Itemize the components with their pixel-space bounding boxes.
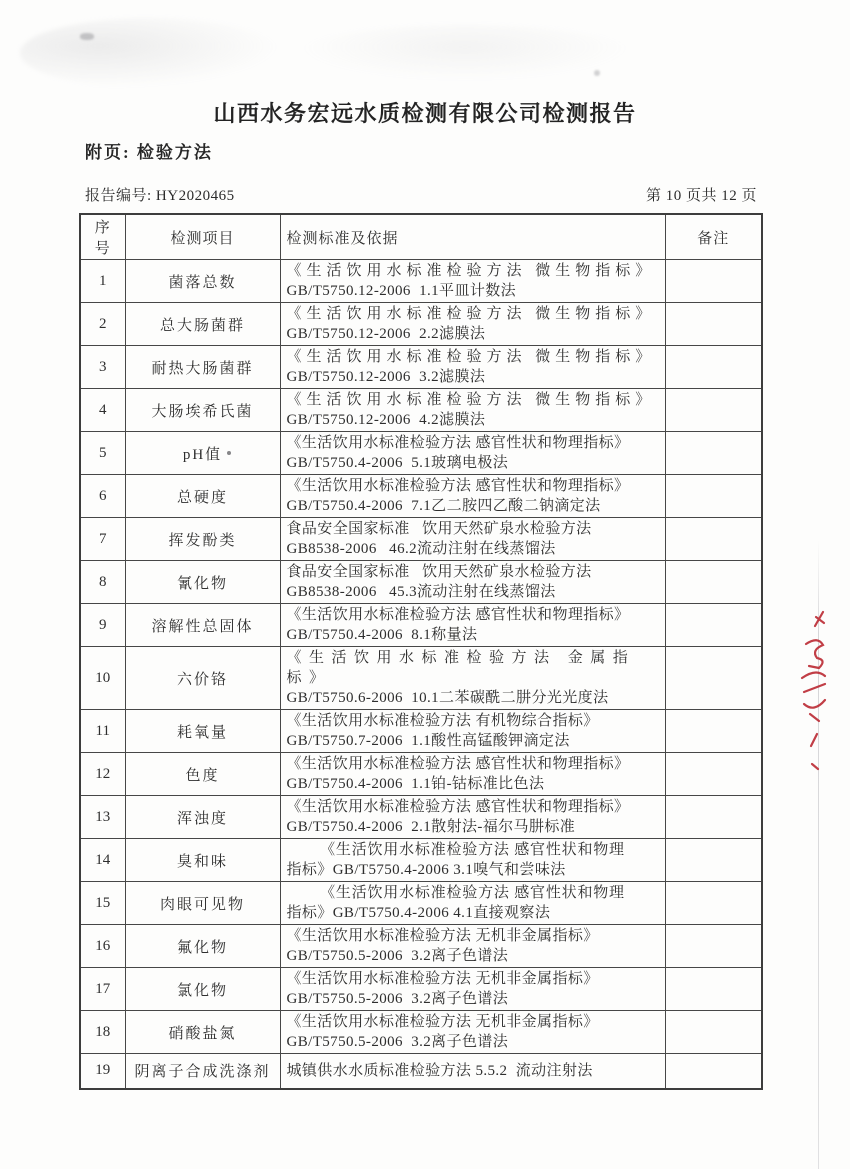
table-row — [80, 432, 762, 475]
cell-method-standard — [280, 753, 665, 796]
cell-remark — [665, 839, 762, 882]
table-header-row — [80, 214, 762, 260]
method-line-2: 指标》GB/T5750.4-2006 4.1直接观察法 — [286, 905, 551, 921]
cell-method-standard — [280, 968, 665, 1011]
column-header-3: 备注 — [665, 214, 762, 260]
cell-test-item: 浑浊度 — [125, 796, 280, 839]
scan-noise — [594, 70, 600, 76]
cell-row-number: 13 — [80, 796, 125, 839]
cell-method-standard — [280, 432, 665, 475]
cell-row-number: 2 — [80, 303, 125, 346]
table-row — [80, 561, 762, 604]
cell-remark — [665, 647, 762, 710]
cell-remark — [665, 753, 762, 796]
method-line-2: GB/T5750.5-2006 3.2离子色谱法 — [286, 991, 509, 1007]
method-line-2: GB/T5750.12-2006 2.2滤膜法 — [286, 326, 486, 342]
cell-method-standard — [280, 839, 665, 882]
method-line-1: 《生活饮用水标准检验方法 无机非金属指标》 — [286, 928, 599, 944]
method-line-2: GB/T5750.4-2006 1.1铂-钴标准比色法 — [286, 776, 545, 792]
cell-method-standard — [280, 561, 665, 604]
cell-test-item: 大肠埃希氏菌 — [125, 389, 280, 432]
cell-row-number: 12 — [80, 753, 125, 796]
method-line-1: 《生活饮用水标准检验方法 感官性状和物理指标》 — [286, 435, 630, 451]
cell-test-item: 硝酸盐氮 — [125, 1011, 280, 1054]
cell-remark — [665, 604, 762, 647]
cell-method-standard — [280, 346, 665, 389]
cell-test-item: 溶解性总固体 — [125, 604, 280, 647]
cell-row-number: 17 — [80, 968, 125, 1011]
report-number: 报告编号: HY2020465 — [85, 188, 235, 204]
cell-test-item: pH值 — [125, 432, 280, 475]
method-line-2: GB8538-2006 45.3流动注射在线蒸馏法 — [286, 584, 556, 600]
method-line-1: 《生活饮用水标准检验方法 无机非金属指标》 — [286, 971, 599, 987]
column-header-1: 检测项目 — [125, 214, 280, 260]
method-line-2: GB/T5750.4-2006 2.1散射法-福尔马肼标准 — [286, 819, 576, 835]
cell-remark — [665, 475, 762, 518]
method-line-1: 食品安全国家标准 饮用天然矿泉水检验方法 — [286, 521, 592, 537]
method-line-1: 《生活饮用水标准检验方法 有机物综合指标》 — [286, 713, 599, 729]
table-body — [80, 260, 762, 1089]
method-line-2: GB/T5750.4-2006 7.1乙二胺四乙酸二钠滴定法 — [286, 498, 601, 514]
table-row — [80, 1054, 762, 1089]
methods-table — [79, 213, 763, 1090]
cell-method-standard — [280, 389, 665, 432]
table-row — [80, 647, 762, 710]
cell-test-item: 菌落总数 — [125, 260, 280, 303]
cell-test-item: 氟化物 — [125, 925, 280, 968]
cell-method-standard — [280, 1054, 665, 1089]
cell-remark — [665, 968, 762, 1011]
cell-row-number: 7 — [80, 518, 125, 561]
cell-test-item: 氰化物 — [125, 561, 280, 604]
method-line-2: 指标》GB/T5750.4-2006 3.1嗅气和尝味法 — [286, 862, 566, 878]
table-row — [80, 518, 762, 561]
page-subtitle: 附页: 检验方法 — [85, 143, 213, 162]
scan-speck — [227, 451, 231, 455]
method-line-1: 《生活饮用水标准检验方法 感官性状和物理指标》 — [286, 756, 630, 772]
table-row — [80, 710, 762, 753]
cell-row-number: 3 — [80, 346, 125, 389]
cell-remark — [665, 260, 762, 303]
cell-test-item: 色度 — [125, 753, 280, 796]
cell-row-number: 18 — [80, 1011, 125, 1054]
method-line-1: 城镇供水水质标准检验方法 5.5.2 流动注射法 — [286, 1062, 593, 1079]
method-line-1: 食品安全国家标准 饮用天然矿泉水检验方法 — [286, 564, 592, 580]
method-line-2: GB/T5750.5-2006 3.2离子色谱法 — [286, 948, 509, 964]
method-line-2: GB/T5750.4-2006 8.1称量法 — [286, 627, 478, 643]
method-line-2: GB/T5750.5-2006 3.2离子色谱法 — [286, 1034, 509, 1050]
cell-test-item: 肉眼可见物 — [125, 882, 280, 925]
cell-row-number: 8 — [80, 561, 125, 604]
method-line-2: GB8538-2006 46.2流动注射在线蒸馏法 — [286, 541, 556, 557]
cell-row-number: 16 — [80, 925, 125, 968]
cell-method-standard — [280, 604, 665, 647]
table-row — [80, 260, 762, 303]
cell-remark — [665, 518, 762, 561]
method-line-1: 《生活饮用水标准检验方法 金属指标》 — [286, 650, 636, 686]
cell-row-number: 9 — [80, 604, 125, 647]
method-line-1: 《生活饮用水标准检验方法 微生物指标》 — [286, 349, 656, 365]
column-header-2: 检测标准及依据 — [280, 214, 665, 260]
cell-remark — [665, 432, 762, 475]
cell-method-standard — [280, 710, 665, 753]
method-line-2: GB/T5750.7-2006 1.1酸性高锰酸钾滴定法 — [286, 733, 570, 749]
cell-method-standard — [280, 796, 665, 839]
cell-test-item: 臭和味 — [125, 839, 280, 882]
table-row — [80, 925, 762, 968]
cell-method-standard — [280, 882, 665, 925]
table-row — [80, 389, 762, 432]
cell-remark — [665, 346, 762, 389]
cell-test-item: 氯化物 — [125, 968, 280, 1011]
method-line-1: 《生活饮用水标准检验方法 无机非金属指标》 — [286, 1014, 599, 1030]
cell-test-item: 阴离子合成洗涤剂 — [125, 1054, 280, 1089]
page-title: 山西水务宏远水质检测有限公司检测报告 — [213, 101, 637, 126]
table-row — [80, 1011, 762, 1054]
cell-method-standard — [280, 475, 665, 518]
table-row — [80, 604, 762, 647]
cell-method-standard — [280, 1011, 665, 1054]
cell-test-item: 挥发酚类 — [125, 518, 280, 561]
method-line-2: GB/T5750.12-2006 1.1平皿计数法 — [286, 283, 517, 299]
cell-row-number: 6 — [80, 475, 125, 518]
cell-remark — [665, 1054, 762, 1089]
method-line-1: 《生活饮用水标准检验方法 感官性状和物理指标》 — [286, 478, 630, 494]
method-line-1: 《生活饮用水标准检验方法 微生物指标》 — [286, 263, 656, 279]
column-header-0: 序号 — [80, 214, 125, 260]
cell-row-number: 19 — [80, 1054, 125, 1089]
table-row — [80, 346, 762, 389]
method-line-2: GB/T5750.6-2006 10.1二苯碳酰二肼分光光度法 — [286, 690, 609, 706]
method-line-1: 《生活饮用水标准检验方法 微生物指标》 — [286, 306, 656, 322]
cell-method-standard — [280, 925, 665, 968]
cell-remark — [665, 925, 762, 968]
cell-test-item: 耗氧量 — [125, 710, 280, 753]
cell-row-number: 11 — [80, 710, 125, 753]
table-row — [80, 882, 762, 925]
cell-remark — [665, 389, 762, 432]
method-line-1: 《生活饮用水标准检验方法 感官性状和物理指标》 — [286, 799, 630, 815]
cell-method-standard — [280, 260, 665, 303]
cell-method-standard — [280, 647, 665, 710]
table-row — [80, 303, 762, 346]
cell-test-item: 总大肠菌群 — [125, 303, 280, 346]
table-row — [80, 753, 762, 796]
table-row — [80, 475, 762, 518]
method-line-2: GB/T5750.12-2006 4.2滤膜法 — [286, 412, 486, 428]
cell-row-number: 4 — [80, 389, 125, 432]
table-row — [80, 796, 762, 839]
cell-remark — [665, 561, 762, 604]
cell-row-number: 14 — [80, 839, 125, 882]
cell-row-number: 1 — [80, 260, 125, 303]
scan-noise — [300, 25, 630, 80]
cell-method-standard — [280, 518, 665, 561]
cell-method-standard — [280, 303, 665, 346]
cell-test-item: 六价铬 — [125, 647, 280, 710]
meta-row — [85, 184, 757, 205]
page-indicator: 第 10 页共 12 页 — [645, 188, 757, 204]
scan-noise — [80, 33, 94, 40]
table-row — [80, 968, 762, 1011]
cell-row-number: 10 — [80, 647, 125, 710]
paper-fold-line — [818, 540, 819, 1169]
cell-test-item: 耐热大肠菌群 — [125, 346, 280, 389]
cell-remark — [665, 710, 762, 753]
method-line-1: 《生活饮用水标准检验方法 感官性状和物理指标》 — [286, 607, 630, 623]
cell-remark — [665, 303, 762, 346]
table-row — [80, 839, 762, 882]
method-line-2: GB/T5750.12-2006 3.2滤膜法 — [286, 369, 486, 385]
cell-row-number: 5 — [80, 432, 125, 475]
method-line-2: GB/T5750.4-2006 5.1玻璃电极法 — [286, 455, 509, 471]
method-line-1: 《生活饮用水标准检验方法 感官性状和物理 — [320, 885, 625, 901]
cell-remark — [665, 882, 762, 925]
cell-test-item: 总硬度 — [125, 475, 280, 518]
scan-noise — [20, 18, 280, 88]
method-line-1: 《生活饮用水标准检验方法 微生物指标》 — [286, 392, 656, 408]
cell-remark — [665, 796, 762, 839]
method-line-1: 《生活饮用水标准检验方法 感官性状和物理 — [320, 842, 625, 858]
cell-row-number: 15 — [80, 882, 125, 925]
cell-remark — [665, 1011, 762, 1054]
red-ink-artifact — [792, 606, 842, 778]
